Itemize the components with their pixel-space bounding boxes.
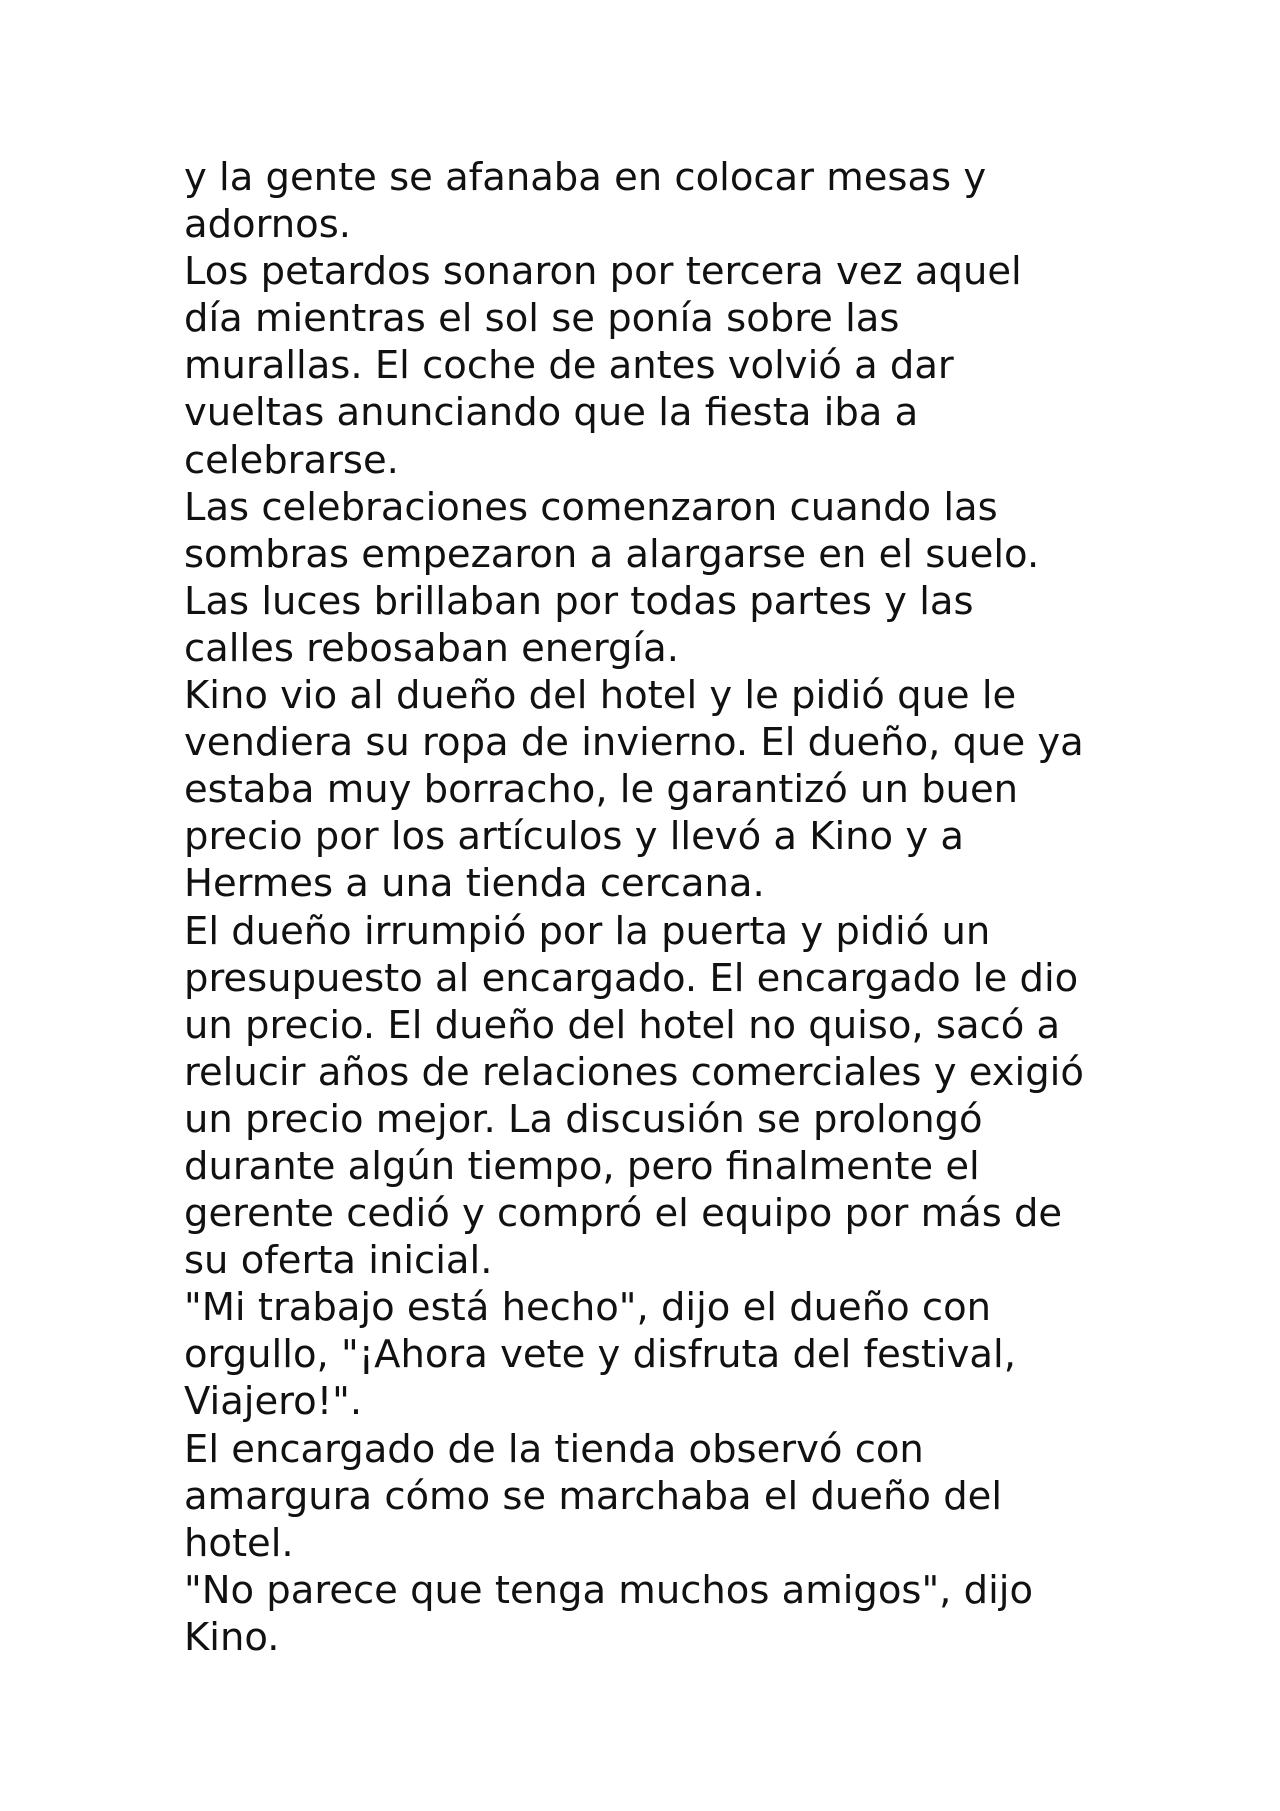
- text-line: El encargado de la tienda observó con: [184, 1426, 924, 1472]
- text-line: día mientras el sol se ponía sobre las: [184, 296, 900, 342]
- text-line: relucir años de relaciones comerciales y exigió: [184, 1049, 1084, 1095]
- text-line: Kino vio al dueño del hotel y le pidió que le: [184, 673, 1017, 719]
- text-line: El dueño irrumpió por la puerta y pidió un: [184, 908, 991, 954]
- text-line: Hermes a una tienda cercana.: [184, 861, 765, 907]
- text-line: un precio. El dueño del hotel no quiso, sacó a: [184, 1002, 1061, 1048]
- text-line: Las luces brillaban por todas partes y las: [184, 578, 974, 624]
- text-line: orgullo, "¡Ahora vete y disfruta del festival,: [184, 1332, 1016, 1378]
- text-line: gerente cedió y compró el equipo por más de: [184, 1191, 1063, 1237]
- text-line: sombras empezaron a alargarse en el suelo.: [184, 531, 1040, 577]
- text-line: hotel.: [184, 1520, 294, 1566]
- text-line: "Mi trabajo está hecho", dijo el dueño con: [184, 1285, 992, 1331]
- text-line: "No parece que tenga muchos amigos", dijo: [184, 1567, 1034, 1613]
- text-line: calles rebosaban energía.: [184, 625, 680, 671]
- text-line: murallas. El coche de antes volvió a dar: [184, 343, 954, 389]
- text-line: estaba muy borracho, le garantizó un buen: [184, 767, 1019, 813]
- text-line: presupuesto al encargado. El encargado le dio: [184, 955, 1079, 1001]
- body-text: [184, 154, 1184, 1661]
- text-line: amargura cómo se marchaba el dueño del: [184, 1473, 1003, 1519]
- text-line: un precio mejor. La discusión se prolongó: [184, 1096, 983, 1142]
- text-line: Viajero!".: [184, 1379, 363, 1425]
- text-line: adornos.: [184, 202, 351, 248]
- text-line: vueltas anunciando que la fiesta iba a: [184, 390, 919, 436]
- text-line: Kino.: [184, 1614, 280, 1660]
- text-line: y la gente se afanaba en colocar mesas y: [184, 155, 987, 200]
- text-line: celebrarse.: [184, 437, 399, 483]
- text-line: precio por los artículos y llevó a Kino y a: [184, 814, 964, 860]
- text-line: durante algún tiempo, pero finalmente el: [184, 1143, 980, 1189]
- text-line: Los petardos sonaron por tercera vez aquel: [184, 249, 1022, 295]
- text-line: su oferta inicial.: [184, 1238, 493, 1284]
- text-line: vendiera su ropa de invierno. El dueño, que ya: [184, 720, 1084, 766]
- text-line: Las celebraciones comenzaron cuando las: [184, 484, 998, 530]
